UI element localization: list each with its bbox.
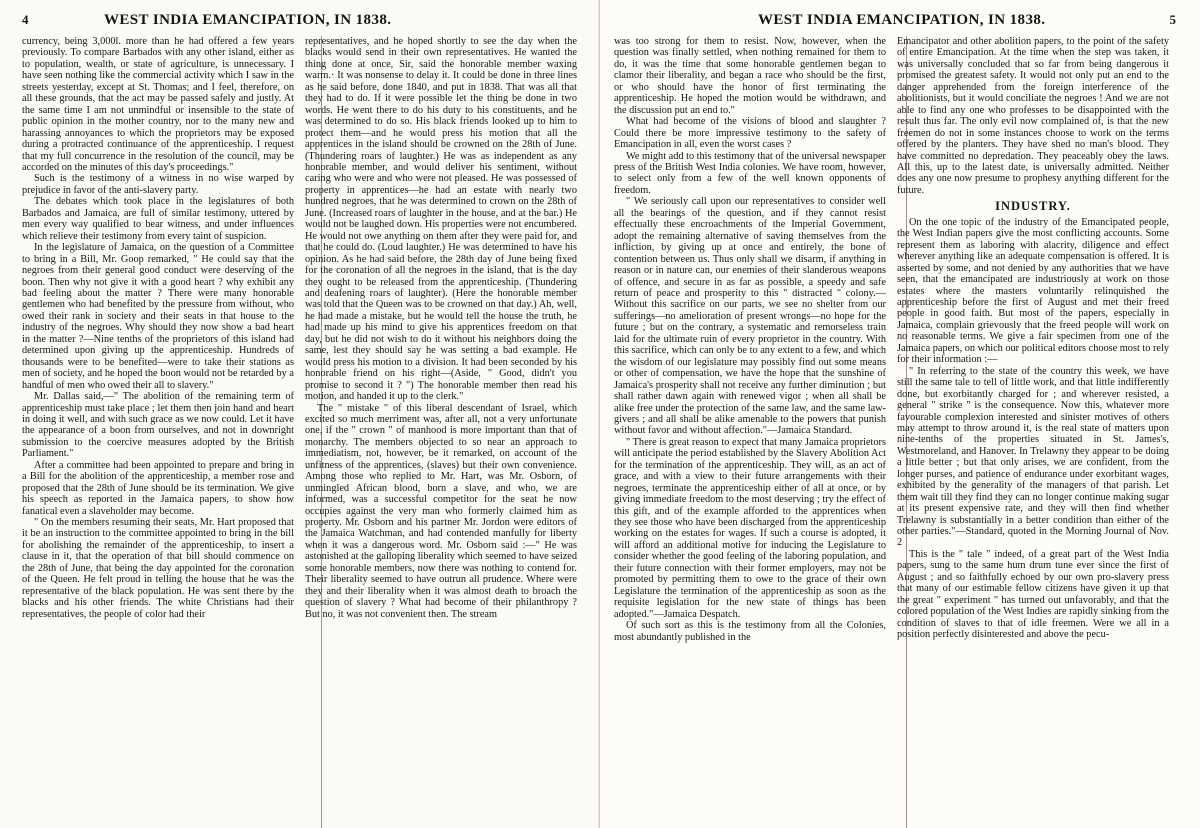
left-page-number: 4: [22, 12, 29, 27]
paragraph: " In referring to the state of the country this week, we have still the same tale to tell of little work, and that little indifferently done, but exorbitantly charged for ; and wherever resisted, a general " strike " is the consequence. Now this, whatever more favourable complexion interested and sinister motives of others may attempt to throw around it, is the real state of matters upon nine-tenths of the properties situated in St. James's, Westmoreland, and Hanover. In Trelawny they appear to be doing a little better ; but that only arises, we are confident, from the longer purses, and patience of endurance under exorbitant wages, exhibited by the generality of the managers of that parish. Let them wait till they find they can no longer continue making sugar at its present expensive rate, and they will then find whether Trelawny is substantially in a better condition than either of the other parties."—Standard, quoted in the Morning Journal of Nov. 2: [897, 365, 1169, 549]
left-page-columns: [22, 36, 588, 828]
paragraph: In the legislature of Jamaica, on the question of a Committee to bring in a Bill, Mr. Goop remarked, " He could say that the negroes from their general good conduct were deserving of the boon. Then why not give it with a good heart ? why exhibit any bad feeling about the matter ? There were many honorable gentlemen who had benefited by the pressure from without, who owed their rank in society and their seats in that house to the industry of the negroes. Why should they now show a bad heart in the matter ?—Nine tenths of the proprietors of this island had determined upon giving up the apprenticeship. Hundreds of thousands were to be benefited—were to take their stations as men of society, and he hoped the boon would not be retarded by a handful of men who owed their all to slavery.": [22, 242, 294, 391]
paragraph: was too strong for them to resist. Now, however, when the question was finally settled, when nothing remained for them to do, it was the time that some honorable gentlemen began to clamor their liberality, and began a race who should be the first, or who should have the honor of first terminating the apprenticeship. He hoped the motion would be withdrawn, and the discussion put an end to.": [614, 36, 886, 116]
right-column-2: [897, 36, 1169, 828]
paragraph: The " mistake " of this liberal descendant of Israel, which excited so much merriment was, after all, not a very unfortunate one, if the " crown " of manhood is more important than that of monarchy. The members objected to so near an approach to immediatism, not, however, be it remarked, on account of the unfitness of the apprentices, (slaves) but their own convenience. Among those who replied to Mr. Hart, was Mr. Osborn, of unmingled African blood, born a slave, and who, we are informed, was a successful competitor for the seat he now occupies against the very man who formerly claimed him as property. Mr. Osborn and his partner Mr. Jordon were editors of the Jamaica Watchman, and had contended manfully for liberty when it was a dangerous word. Mr. Osborn said :—" He was astonished at the galloping liberality which seemed to have seized some honorable members, now there was nothing to contend for. Their liberality seemed to have outrun all prudence. Where were they and their liberality when it was almost death to broach the question of slavery ? What had become of their philanthropy ? But no, it was not convenient then. The stream: [305, 402, 577, 620]
paragraph: After a committee had been appointed to prepare and bring in a Bill for the abolition of the apprenticeship, a member rose and proposed that the 28th of June should be its termination. We give his speech as reported in the Jamaica papers, to show how fanatical even a slaveholder may become.: [22, 459, 294, 517]
paragraph: " There is great reason to expect that many Jamaica proprietors will anticipate the period established by the Slavery Abolition Act for the termination of the apprenticeship. They will, as an act of grace, and with a view to their future arrangements with their negroes, terminate the apprenticeship either of all at once, or by giving immediate freedom to the most deserving ; try the effect of this gift, and of the example afforded to the apprentices when they see those who have been discharged from the apprenticeship working on the estates for wages. If such a course is adopted, it will afford an additional motive for inducing the Legislature to consider whether the good feeling of the laboring population, and their future connection with their former employers, may not be promoted by permitting them to owe to the grace of their own Legislature the termination of the apprenticeship as soon as the requisite legislation for the new state of things has been adopted."—Jamaica Despatch.: [614, 436, 886, 620]
paragraph: This is the " tale " indeed, of a great part of the West India papers, sung to the same hum drum tune ever since the first of August ; and so faithfully echoed by our own pro-slavery press that many of our estimable fellow citizens have given it up that the great " experiment " has turned out unfavorably, and that the colored population of the West Indies are rapidly sinking from the condition of slaves to that of idle freemen. Were we all in a position perfectly disinterested and above the pecu-: [897, 548, 1169, 641]
right-running-title: WEST INDIA EMANCIPATION, IN 1838.: [758, 12, 1046, 28]
paragraph: currency, being 3,000l. more than he had offered a few years previously. To compare Barbados with any other island, either as to population, wealth, or state of agriculture, is unnecessary. I have seen nothing like the commercial activity which I saw in the streets yesterday, except at St. Thomas; and I feel, therefore, on all these grounds, that the act may be passed safely and justly. At the same time I am not unmindful or insensible to the state of public opinion in the mother country, nor to the many new and harassing annoyances to which the proprietors may be exposed during a protracted continuance of the apprenticeship. I request that my full concurrence in the resolution of the council, may be accorded on the minutes of this day's proceedings.": [22, 36, 294, 173]
right-page: [600, 0, 1200, 828]
left-running-title: WEST INDIA EMANCIPATION, IN 1838.: [104, 12, 392, 28]
left-column-1: [22, 36, 294, 828]
section-heading: INDUSTRY.: [995, 199, 1071, 214]
paragraph: What had become of the visions of blood and slaughter ? Could there be more impressive testimony to the safety of Emancipation in all, even the worst cases ?: [614, 116, 886, 151]
right-page-number: 5: [1169, 12, 1176, 27]
paragraph: Such is the testimony of a witness in no wise warped by prejudice in favor of the anti-slavery party.: [22, 173, 294, 196]
right-column-1: [614, 36, 886, 828]
paragraph: representatives, and he hoped shortly to see the day when the blacks would send in their own representatives. He wanted the thing done at once, Sir, said the honorable member waxing warm.· It was nonsense to delay it. It could be done in three lines as he said before, done 1840, and put in 1838. That was all that they had to do. If it were possible let the thing be done in two words. He went there to do his duty to his constituents, and he was determined to do so. His black friends looked up to him to protect them—and he would press his motion that all the apprentices in the island should be crowned on the 28th of June. (Thundering roars of laughter.) He was as independent as any honorable member, and would deliver his sentiment, without caring who were and who were not pleased. He was possessed of property in apprentices—he had an estate with nearly two hundred negroes, that he was determined to crown on the 28th of June. (Increased roars of laughter in the house, and at the bar.) He would not be laughed down. His properties were not encumbered. He would not owe anything on them after they were paid for, and that he could do. (Loud laughter.) He was determined to have his opinion. As he had said before, the 28th day of June being fixed for the coronation of all the negroes in the island, that is the day they ought to be released from the apprenticeship. (Thundering and deafening roars of laughter). (Here the honorable member was told that the Queen was to be crowned on that day.) Ah, well, he had made a mistake, but he would tell the house the truth, he had made up his mind to give his apprentices freedom on that day, but he did not wish to do it without his neighbors doing the same, lest they should say he was setting a bad example. He would press his motion to a division. It had been seconded by his honorable friend on his right—(Aside, " Good, didn't you promise to second it ? ") The honorable member then read his motion, and handed it up to the clerk.": [305, 36, 577, 403]
paragraph: On the one topic of the industry of the Emancipated people, the West Indian papers give the most conflicting accounts. Some represent them as laboring with alacrity, diligence and effect wherever anything like an adequate compensation is offered. It is asserted by some, and not denied by any authorities that we have seen, that the emancipated are industriously at work on those estates where the masters voluntarily relinquished the apprenticeship before the first of August and met their freed people in good faith. But most of the papers, especially in Jamaica, complain grievously that the freed people will work on no reasonable terms. We give a fair specimen from one of the Jamaica papers, on which our political editors choose most to rely for their information :—: [897, 216, 1169, 366]
right-page-header: [614, 10, 1176, 32]
paragraph: We might add to this testimony that of the universal newspaper press of the British West India colonies. We have room, however, to select only from a few of the well known opponents of freedom.: [614, 150, 886, 196]
paragraph: Mr. Dallas said,—" The abolition of the remaining term of apprenticeship must take place ; let them then join hand and heart in doing it well, and with such grace as we now could. Let it have the appearance of a boon from ourselves, and not in downright submission to the coercive measures adopted by the British Parliament.": [22, 391, 294, 460]
paragraph: Emancipator and other abolition papers, to the point of the safety of entire Emancipation. At the time when the step was taken, it was universally concluded that so far from being dangerous it promised the greatest safety. It would not only put an end to the danger apprehended from the foreign interference of the abolitionists, but it would conciliate the negroes ! And we are not able to find any one who professes to be disappointed with the result thus far. The only evil now complained of, is that the new freemen do not in some instances choose to work on the terms offered by the planters. They have shed no man's blood. They have committed no depredation. They peaceably obey the laws. All this, up to the latest date, is universally admitted. Neither does any one now presume to prophesy anything different for the future.: [897, 36, 1169, 196]
left-page-header: [22, 10, 588, 32]
paragraph: " On the members resuming their seats, Mr. Hart proposed that it be an instruction to the committee appointed to bring in the bill for abolishing the remainder of the apprenticeship, to insert a clause in it, that the operation of that bill should commence on the 28th of June, that being the day appointed for the coronation of the Queen. He felt proud in telling the house that he was the representative of the black population. He was sent there by the blacks and his other friends. The white Christians had their representatives, the people of color had their: [22, 517, 294, 620]
paragraph: " We seriously call upon our representatives to consider well all the bearings of the question, and if they cannot resist effectually these encroachments of the Imperial Government, adopt the remaining alternative of saving themselves from the infliction, by giving up at once and entirely, the bone of contention between us. Thus only shall we disarm, if anything in reason or in nature can, our enemies of their slanderous weapons of offence, and secure in as far as possible, a speedy and safe return of peace and prosperity to this " distracted " colony.—Without this sacrifice on our parts, we see no shelter from our sufferings—no amelioration of present wrongs—no hope for the future ; but on the contrary, a systematic and remorseless train laid for the ultimate ruin of every proprietor in the country. With this sacrifice, which can only be to any extent to a few, and which the wisdom of our legislature may possibly find out some means or other of compensation, we have the hope that the sunshine of Jamaica's prosperity shall not receive any further diminution ; but shall rather dawn again with renewed vigor ; when all shall be alike free under the protection of the same law, and the same law-givers ; and all shall be alike amenable to the powers that punish without favor and without affection."—Jamaica Standard.: [614, 196, 886, 437]
paragraph: Of such sort as this is the testimony from all the Colonies, most abundantly published in the: [614, 620, 886, 643]
paragraph: The debates which took place in the legislatures of both Barbados and Jamaica, are full of similar testimony, uttered by men every way qualified to bear witness, and under influences which relieve their testimony from every taint of suspicion.: [22, 196, 294, 242]
right-page-columns: [614, 36, 1176, 828]
left-column-2: [305, 36, 577, 828]
